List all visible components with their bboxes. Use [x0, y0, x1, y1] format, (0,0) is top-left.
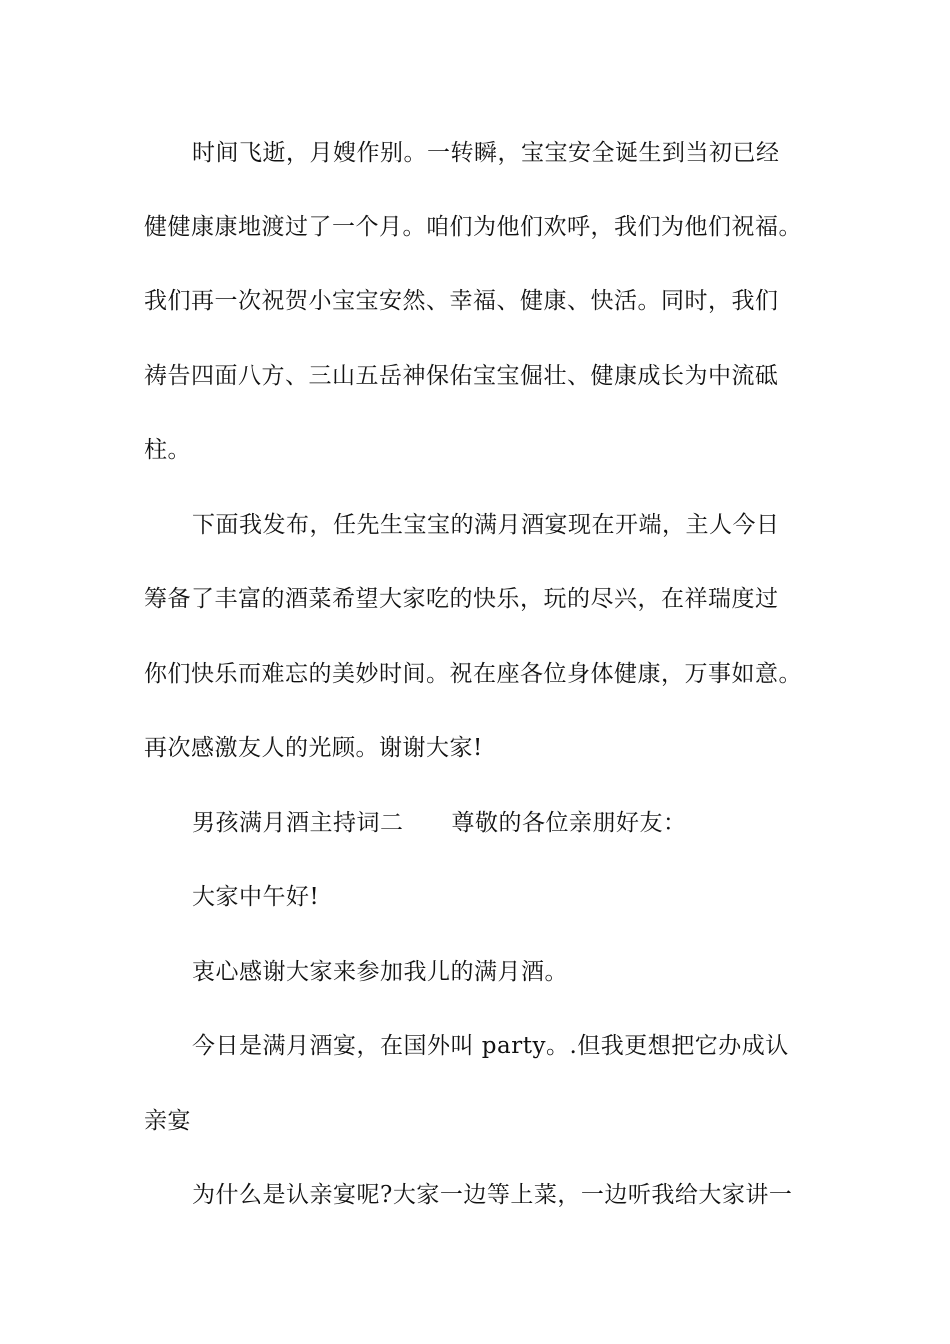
paragraph-line: 为什么是认亲宴呢?大家一边等上菜，一边听我给大家讲一: [192, 1182, 793, 1208]
paragraph-line: 今日是满月酒宴，在国外叫 party。.但我更想把它办成认: [192, 1033, 789, 1059]
paragraph-line: 大家中午好!: [192, 884, 320, 910]
paragraph-line: 衷心感谢大家来参加我儿的满月酒。: [192, 959, 568, 985]
paragraph-line: 我们再一次祝贺小宝宝安然、幸福、健康、快活。同时，我们: [144, 288, 779, 314]
paragraph-line: 祷告四面八方、三山五岳神保佑宝宝倔壮、健康成长为中流砥: [144, 363, 779, 389]
section-heading: 男孩满月酒主持词二: [192, 810, 404, 836]
paragraph-line: 时间飞逝，月嫂作别。一转瞬，宝宝安全诞生到当初已经: [192, 140, 780, 166]
paragraph-line: 健健康康地渡过了一个月。咱们为他们欢呼，我们为他们祝福。: [144, 214, 802, 240]
paragraph-line: 柱。: [144, 437, 191, 463]
paragraph-line: 你们快乐而难忘的美妙时间。祝在座各位身体健康，万事如意。: [144, 661, 802, 687]
paragraph-line: 再次感激友人的光顾。谢谢大家!: [144, 735, 483, 761]
paragraph-line: 亲宴: [144, 1108, 191, 1134]
heading-line: [192, 808, 824, 838]
paragraph-line: 下面我发布，任先生宝宝的满月酒宴现在开端，主人今日: [192, 512, 780, 538]
paragraph-line: 筹备了丰富的酒菜希望大家吃的快乐，玩的尽兴，在祥瑞度过: [144, 586, 779, 612]
salutation: 尊敬的各位亲朋好友：: [451, 810, 687, 836]
